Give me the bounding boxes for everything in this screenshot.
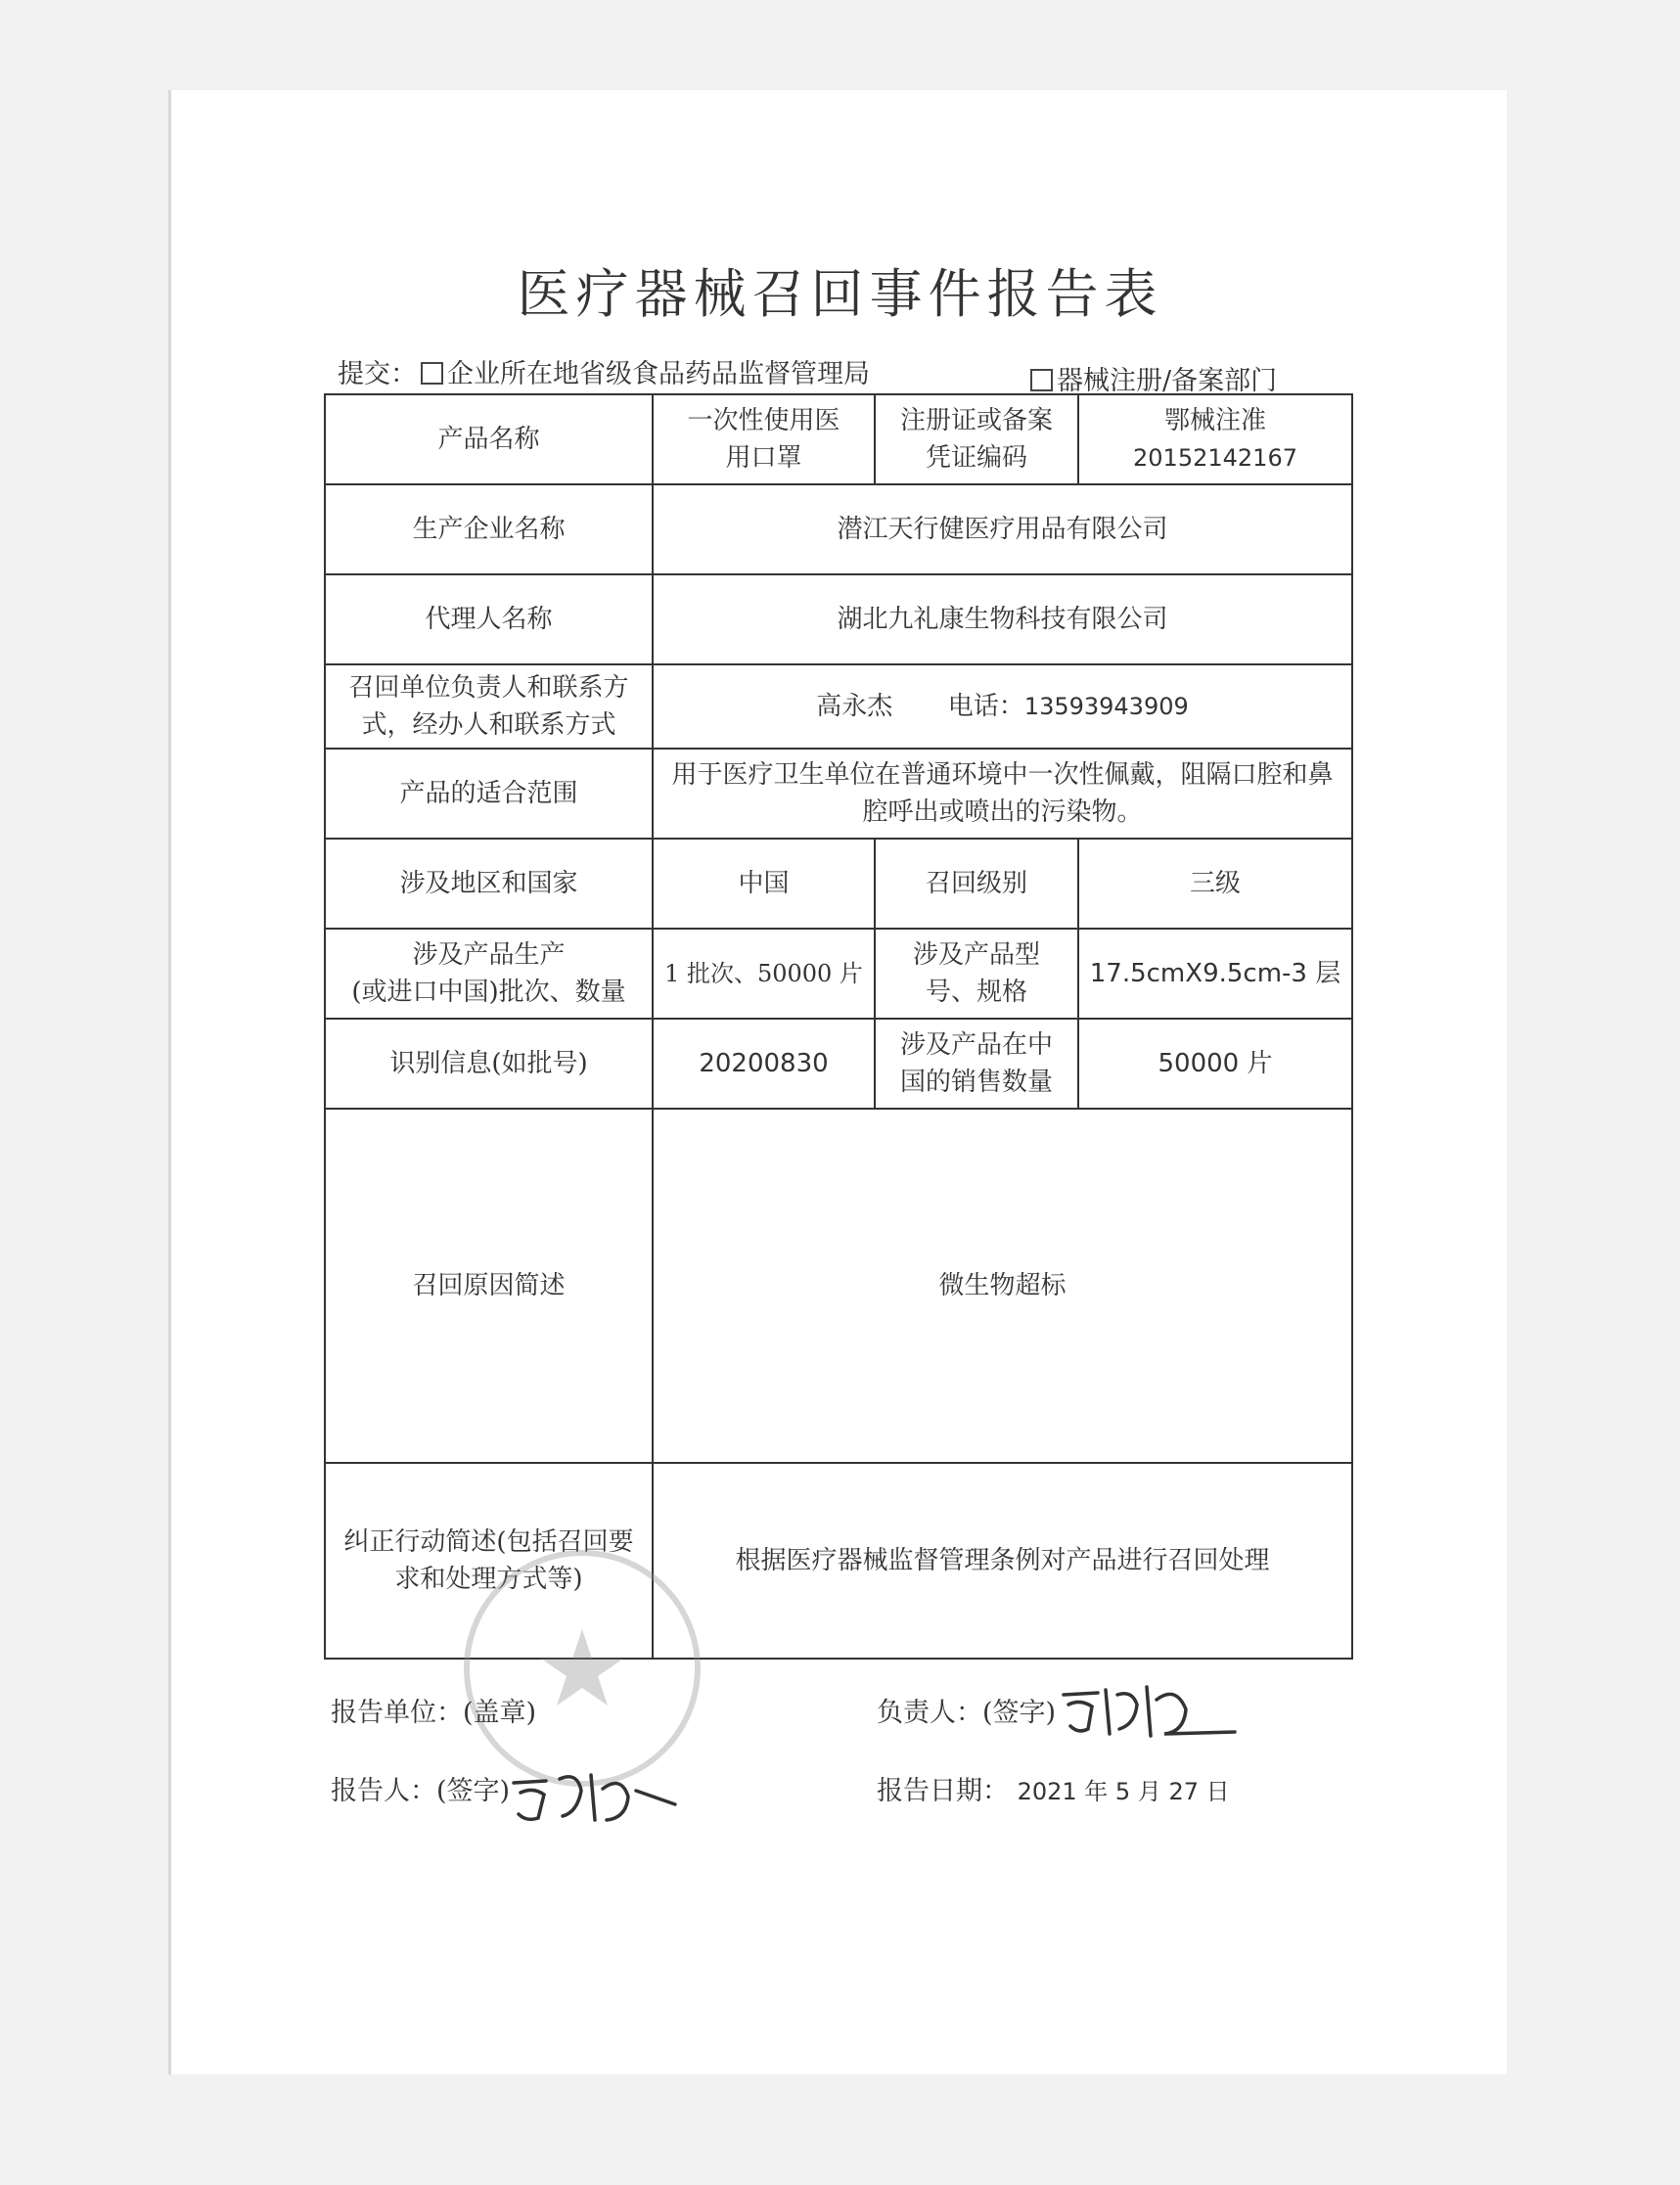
scope-label: 产品的适合范围: [325, 749, 653, 839]
id-label: 识别信息(如批号): [325, 1019, 653, 1109]
table-row: [325, 1109, 1352, 1463]
action-value: 根据医疗器械监督管理条例对产品进行召回处理: [653, 1463, 1352, 1659]
page-title: 医疗器械召回事件报告表: [517, 263, 1163, 325]
agent-label: 代理人名称: [325, 574, 653, 664]
batch-label: [325, 929, 653, 1019]
reason-value: 微生物超标: [653, 1109, 1352, 1463]
contact-name: 高永杰: [816, 692, 893, 721]
submit-option-provincial[interactable]: [421, 352, 870, 390]
batch-label-line2: (或进口中国)批次、数量: [351, 978, 626, 1007]
id-value: 20200830: [653, 1019, 875, 1109]
contact-phone: 13593943909: [1023, 693, 1189, 720]
submit-label: 提交：: [338, 359, 417, 389]
region-label: 涉及地区和国家: [325, 839, 653, 929]
scope-value: 用于医疗卫生单位在普通环境中一次性佩戴，阻隔口腔和鼻腔呼出或喷出的污染物。: [653, 749, 1352, 839]
reason-label: 召回原因简述: [325, 1109, 653, 1463]
table-row: [325, 929, 1352, 1019]
company-seal: [460, 1546, 704, 1791]
checkbox-provincial[interactable]: [421, 362, 443, 385]
contact-phone-label: 电话：: [947, 692, 1024, 721]
table-row: [325, 1019, 1352, 1109]
reporter-label: 报告人：(签字): [331, 1776, 511, 1806]
model-value: 17.5cmX9.5cm-3 层: [1078, 929, 1352, 1019]
batch-value: 1 批次、50000 片: [653, 929, 875, 1019]
checkbox-registration[interactable]: [1030, 369, 1053, 391]
agent-value: 湖北九礼康生物科技有限公司: [653, 574, 1352, 664]
table-row: [325, 484, 1352, 574]
head-signature: [1059, 1675, 1245, 1744]
table-row: [325, 749, 1352, 839]
report-date-value: 2021 年 5 月 27 日: [1017, 1778, 1230, 1805]
report-date: [877, 1769, 1230, 1807]
product-name-value: 一次性使用医用口罩: [653, 394, 875, 484]
contact-label: 召回单位负责人和联系方式，经办人和联系方式: [325, 664, 653, 749]
report-unit-label: 报告单位：(盖章): [331, 1698, 537, 1728]
submit-option-provincial-label: 企业所在地省级食品药品监督管理局: [447, 359, 870, 389]
contact-value: [653, 664, 1352, 749]
product-name-label: 产品名称: [325, 394, 653, 484]
table-row: [325, 574, 1352, 664]
action-label: 纠正行动简述(包括召回要求和处理方式等): [325, 1463, 653, 1659]
submit-line: [338, 352, 1296, 395]
submit-option-registration-label: 器械注册/备案部门: [1057, 366, 1278, 396]
reg-no-value-line2: 20152142167: [1133, 444, 1297, 472]
manufacturer-value: 潜江天行健医疗用品有限公司: [653, 484, 1352, 574]
reporter-signature: [509, 1761, 685, 1830]
level-value: 三级: [1078, 839, 1352, 929]
reg-no-label: 注册证或备案凭证编码: [875, 394, 1078, 484]
batch-label-line1: 涉及产品生产: [412, 940, 566, 970]
reg-no-value: [1078, 394, 1352, 484]
table-row: [325, 839, 1352, 929]
table-row: [325, 664, 1352, 749]
submit-option-registration[interactable]: [1030, 359, 1277, 397]
manufacturer-label: 生产企业名称: [325, 484, 653, 574]
sales-value: 50000 片: [1078, 1019, 1352, 1109]
model-label: 涉及产品型号、规格: [875, 929, 1078, 1019]
report-date-label: 报告日期：: [877, 1776, 1009, 1806]
recall-report-table: [324, 393, 1353, 1660]
table-row: [325, 394, 1352, 484]
head-label: 负责人：(签字): [877, 1698, 1057, 1728]
level-label: 召回级别: [875, 839, 1078, 929]
reg-no-value-line1: 鄂械注准: [1163, 406, 1266, 435]
sales-label: 涉及产品在中国的销售数量: [875, 1019, 1078, 1109]
region-value: 中国: [653, 839, 875, 929]
